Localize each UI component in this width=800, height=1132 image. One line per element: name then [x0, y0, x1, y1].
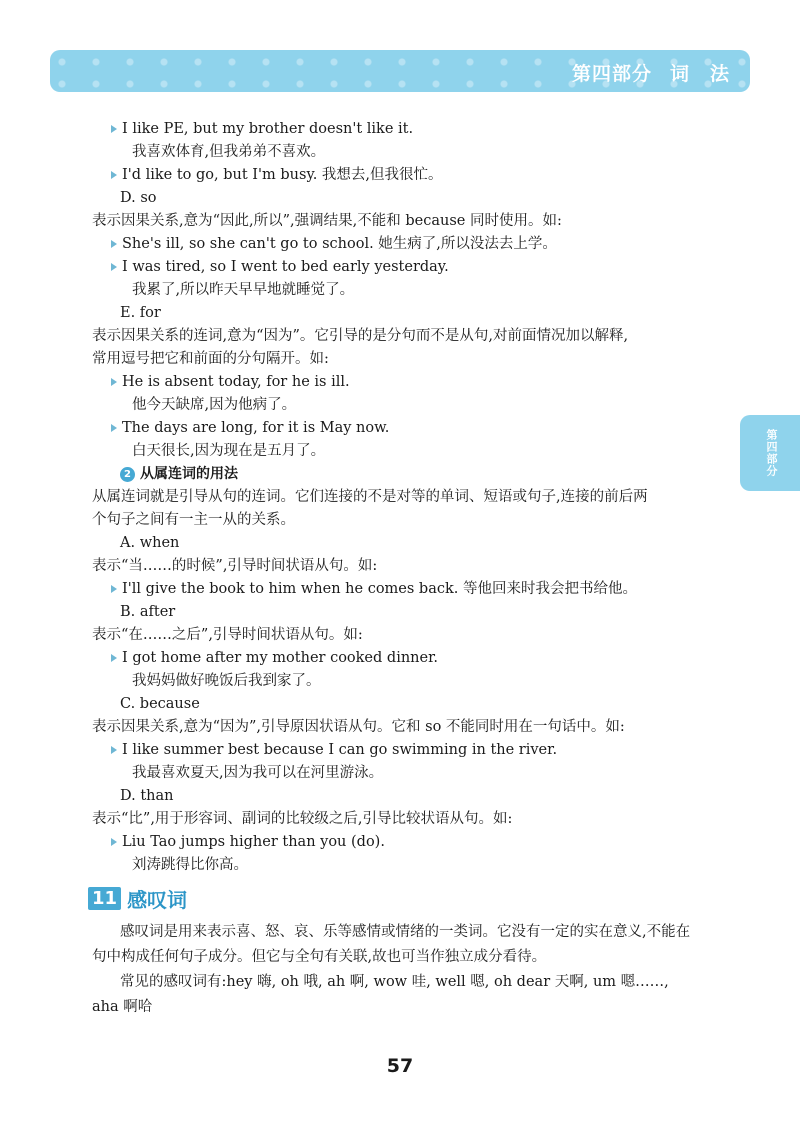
subsection-title: 从属连词的用法: [140, 466, 238, 482]
example-sentence: [92, 578, 722, 601]
paragraph-line: 表示因果关系的连词,意为“因为”。它引导的是分句而不是从句,对前面情况加以解释,: [92, 328, 629, 344]
header-part: 第四部分: [571, 63, 652, 85]
main-content: [92, 118, 722, 877]
example-sentence: [92, 739, 722, 762]
translation-line: 我妈妈做好晚饭后我到家了。: [132, 673, 321, 689]
translation-line: 他今天缺席,因为他病了。: [132, 397, 297, 413]
example-sentence: [92, 256, 722, 279]
header-band: [50, 50, 750, 92]
example-text: I got home after my mother cooked dinner.: [122, 650, 439, 666]
section-title: 感叹词: [127, 888, 188, 912]
section-body: [92, 920, 722, 1020]
paragraph-line: 句中构成任何句子成分。但它与全句有关联,故也可当作独立成分看待。: [92, 949, 547, 965]
item-label: E. for: [120, 305, 161, 321]
triangle-bullet-icon: [111, 263, 117, 271]
page-number: 57: [386, 1055, 414, 1077]
translation-line: 白天很长,因为现在是五月了。: [132, 443, 326, 459]
paragraph-line: 个句子之间有一主一从的关系。: [92, 512, 295, 528]
example-text: I'll give the book to him when he comes back. 等他回来时我会把书给他。: [122, 581, 637, 597]
subsection-number-badge: 2: [120, 467, 135, 482]
example-text: I like PE, but my brother doesn't like it.: [122, 121, 414, 137]
paragraph-line: 表示因果关系,意为“因为”,引导原因状语从句。它和 so 不能同时用在一句话中。如:: [92, 719, 625, 735]
side-tab: [740, 415, 800, 491]
example-sentence: [92, 831, 722, 854]
triangle-bullet-icon: [111, 746, 117, 754]
item-label: D. than: [120, 788, 174, 804]
translation-line: 我最喜欢夏天,因为我可以在河里游泳。: [132, 765, 384, 781]
paragraph-line: aha 啊哈: [92, 999, 153, 1015]
section-heading: [88, 884, 187, 914]
item-label: C. because: [120, 696, 200, 712]
example-text: The days are long, for it is May now.: [122, 420, 390, 436]
example-sentence: [92, 164, 722, 187]
paragraph-line: 表示“比”,用于形容词、副词的比较级之后,引导比较状语从句。如:: [92, 811, 513, 827]
example-sentence: [92, 118, 722, 141]
example-text: I'd like to go, but I'm busy. 我想去,但我很忙。: [122, 167, 443, 183]
example-sentence: [92, 233, 722, 256]
triangle-bullet-icon: [111, 585, 117, 593]
example-text: I was tired, so I went to bed early yesterday.: [122, 259, 449, 275]
example-sentence: [92, 371, 722, 394]
triangle-bullet-icon: [111, 838, 117, 846]
paragraph-line: 表示“当……的时候”,引导时间状语从句。如:: [92, 558, 378, 574]
example-sentence: [92, 647, 722, 670]
triangle-bullet-icon: [111, 171, 117, 179]
paragraph-line: 常见的感叹词有:hey 嗨, oh 哦, ah 啊, wow 哇, well 嗯, oh dear 天啊, um 嗯……,: [120, 974, 669, 990]
item-label: A. when: [120, 535, 180, 551]
example-text: He is absent today, for he is ill.: [122, 374, 350, 390]
triangle-bullet-icon: [111, 378, 117, 386]
header-title: [572, 59, 730, 86]
translation-line: 刘涛跳得比你高。: [132, 857, 248, 873]
header-topic: 词 法: [669, 63, 730, 85]
triangle-bullet-icon: [111, 125, 117, 133]
example-text: I like summer best because I can go swimming in the river.: [122, 742, 558, 758]
example-sentence: [92, 417, 722, 440]
example-text: She's ill, so she can't go to school. 她生病了,所以没法去上学。: [122, 236, 557, 252]
item-label: B. after: [120, 604, 176, 620]
paragraph-line: 表示因果关系,意为“因此,所以”,强调结果,不能和 because 同时使用。如:: [92, 213, 562, 229]
translation-line: 我累了,所以昨天早早地就睡觉了。: [132, 282, 355, 298]
triangle-bullet-icon: [111, 424, 117, 432]
paragraph-line: 表示“在……之后”,引导时间状语从句。如:: [92, 627, 363, 643]
triangle-bullet-icon: [111, 654, 117, 662]
triangle-bullet-icon: [111, 240, 117, 248]
side-tab-label: 第四部分: [765, 429, 778, 477]
paragraph-line: 常用逗号把它和前面的分句隔开。如:: [92, 351, 329, 367]
paragraph-line: 从属连词就是引导从句的连词。它们连接的不是对等的单词、短语或句子,连接的前后两: [92, 489, 648, 505]
subsection-heading: [92, 463, 722, 486]
section-number-badge: 11: [88, 887, 121, 910]
translation-line: 我喜欢体育,但我弟弟不喜欢。: [132, 144, 326, 160]
paragraph-line: 感叹词是用来表示喜、怒、哀、乐等感情或情绪的一类词。它没有一定的实在意义,不能在: [120, 924, 691, 940]
item-label: D. so: [120, 190, 157, 206]
example-text: Liu Tao jumps higher than you (do).: [122, 834, 385, 850]
